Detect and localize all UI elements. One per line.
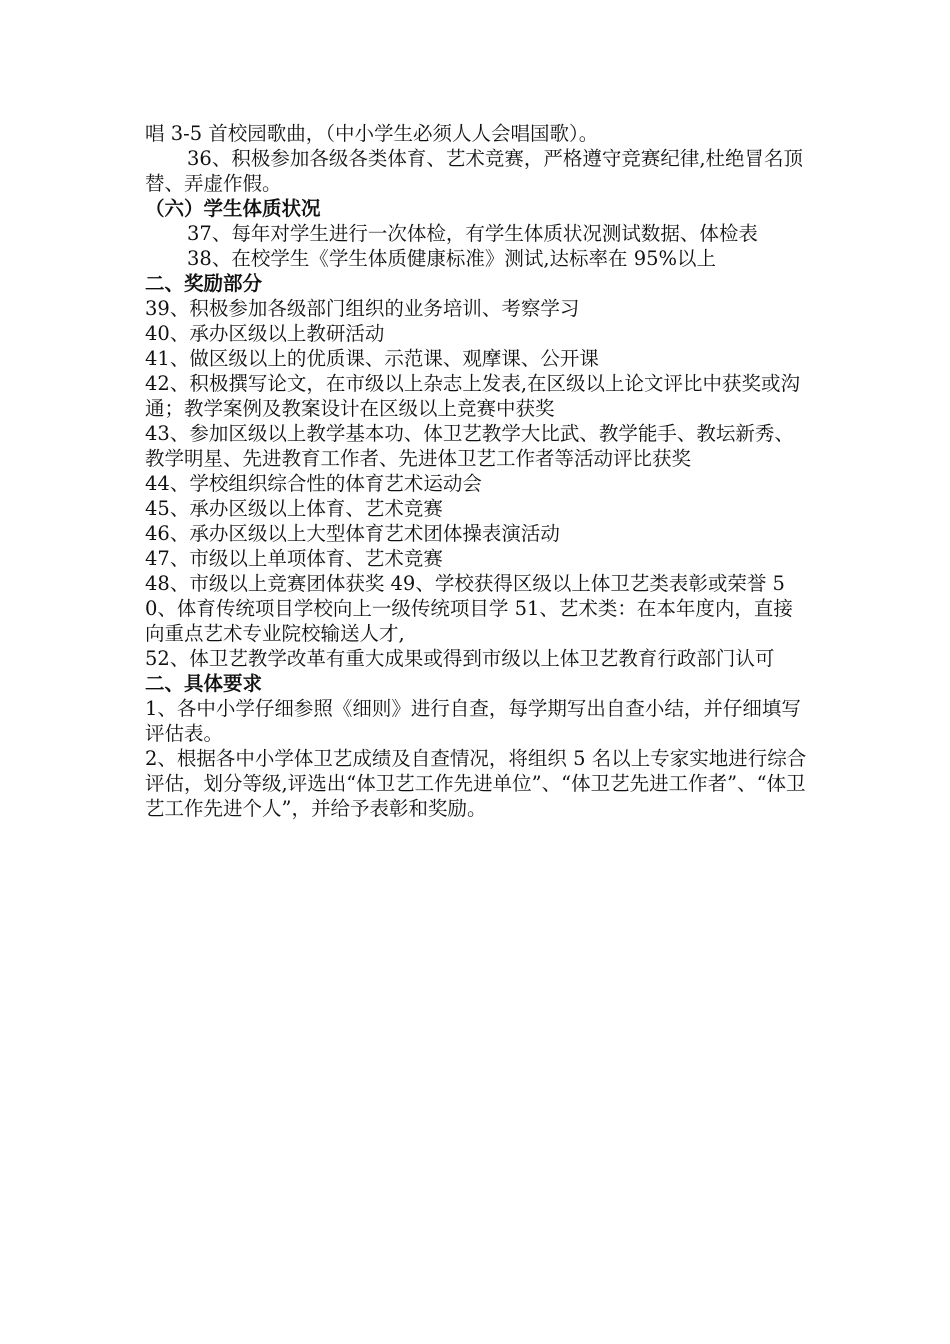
- paragraph-52: 52、体卫艺教学改革有重大成果或得到市级以上体卫艺教育行政部门认可: [145, 647, 775, 670]
- paragraph-38: 38、在校学生《学生体质健康标准》测试,达标率在 95%以上: [187, 247, 717, 270]
- section-heading-reward: 二、奖励部分: [145, 272, 263, 295]
- paragraph-47: 47、市级以上单项体育、艺术竞赛: [145, 547, 443, 570]
- paragraph-41: 41、做区级以上的优质课、示范课、观摩课、公开课: [145, 347, 599, 370]
- paragraph-intro: 唱 3-5 首校园歌曲，（中小学生必须人人会唱国歌）。: [145, 122, 599, 145]
- document-page: [145, 121, 810, 821]
- paragraph-40: 40、承办区级以上教研活动: [145, 322, 385, 345]
- paragraph-39: 39、积极参加各级部门组织的业务培训、考察学习: [145, 297, 580, 320]
- paragraph-48: 48、市级以上竞赛团体获奖 49、学校获得区级以上体卫艺类表彰或荣誉 50、体育传统项目学校向上一级传统项目学 51、艺术类：在本年度内，直接向重点艺术专业院校输送人才,: [145, 572, 793, 645]
- paragraph-43: 43、参加区级以上教学基本功、体卫艺教学大比武、教学能手、教坛新秀、教学明星、先进教育工作者、先进体卫艺工作者等活动评比获奖: [145, 422, 794, 470]
- section-heading-physique: （六）学生体质状况: [145, 197, 321, 220]
- paragraph-46: 46、承办区级以上大型体育艺术团体操表演活动: [145, 522, 560, 545]
- paragraph-42: 42、积极撰写论文，在市级以上杂志上发表,在区级以上论文评比中获奖或沟通；教学案例及教案设计在区级以上竞赛中获奖: [145, 372, 801, 420]
- paragraph-44: 44、学校组织综合性的体育艺术运动会: [145, 472, 482, 495]
- requirement-1: 1、各中小学仔细参照《细则》进行自查，每学期写出自查小结，并仔细填写评估表。: [145, 697, 801, 745]
- paragraph-36: 36、积极参加各级各类体育、艺术竞赛，严格遵守竞赛纪律,杜绝冒名顶替、弄虚作假。: [145, 147, 804, 195]
- requirement-2: 2、根据各中小学体卫艺成绩及自查情况，将组织 5 名以上专家实地进行综合评估，划分等级,评选出“体卫艺工作先进单位”、“体卫艺先进工作者”、“体卫艺工作先进个人”，并给予表彰和奖励。: [145, 747, 807, 820]
- paragraph-45: 45、承办区级以上体育、艺术竞赛: [145, 497, 443, 520]
- section-heading-requirements: 二、具体要求: [145, 672, 263, 695]
- paragraph-37: 37、每年对学生进行一次体检，有学生体质状况测试数据、体检表: [187, 222, 758, 245]
